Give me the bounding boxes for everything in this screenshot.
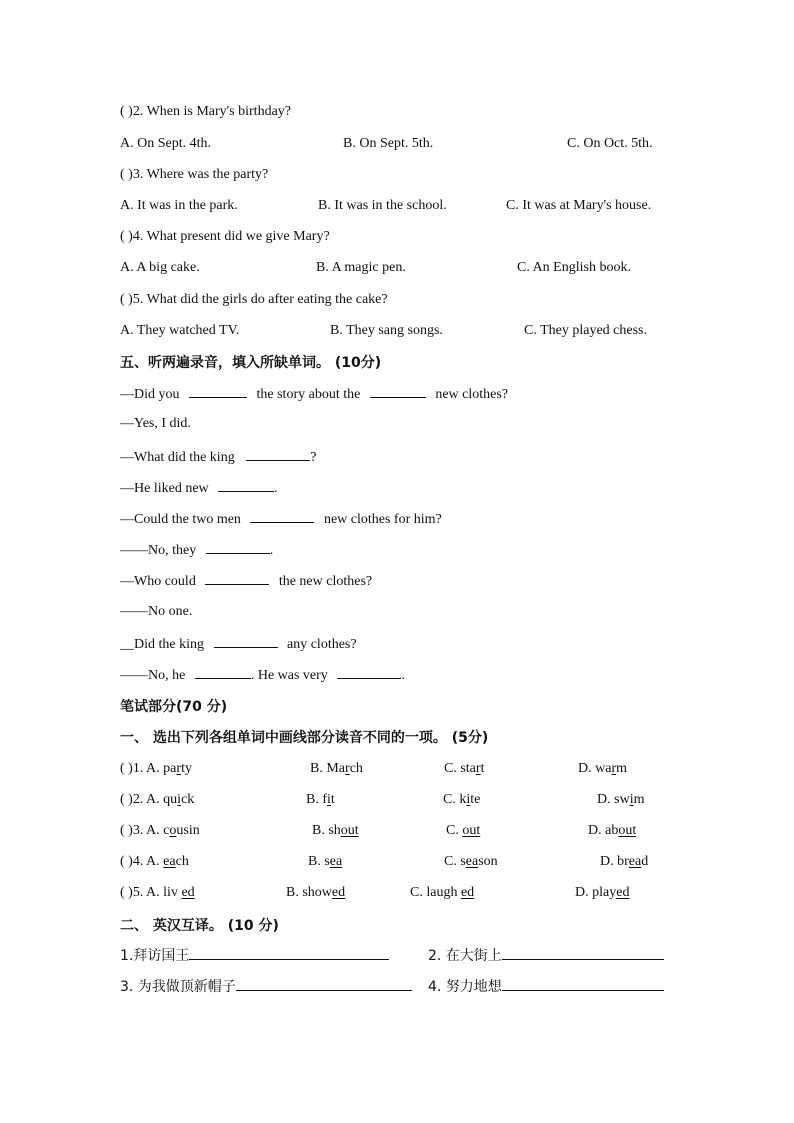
dialogue-text: —Yes, I did.: [120, 416, 191, 431]
translate-prompt: 2. 在大街上: [428, 948, 502, 964]
phonics-row: [120, 853, 189, 871]
dialogue-line: [120, 447, 316, 467]
underlined-part: ed: [460, 885, 475, 900]
answer-blank[interactable]: [502, 977, 664, 991]
underlined-part: ea: [329, 854, 343, 869]
fill-blank[interactable]: [214, 634, 278, 648]
option-5c: C. They played chess.: [524, 323, 647, 338]
underlined-part: ea: [628, 854, 642, 869]
dialogue-text: —He liked new: [120, 481, 209, 496]
fill-blank[interactable]: [189, 384, 247, 398]
option-4c: C. An English book.: [517, 260, 631, 275]
word-d: D. swim: [597, 792, 645, 807]
dialogue-line: [120, 478, 278, 498]
underlined-part: out: [618, 823, 637, 838]
dialogue-text: ?: [310, 450, 317, 465]
fill-blank[interactable]: [205, 571, 269, 585]
underlined-part: o: [169, 823, 177, 838]
phonics-number: ( )4. A.: [120, 854, 164, 869]
option-5b: B. They sang songs.: [330, 323, 443, 338]
translate-item-3: [120, 977, 412, 996]
underlined-part: ed: [616, 885, 630, 900]
translate-item-2: [428, 946, 664, 965]
word-b: B. fit: [306, 792, 335, 807]
word-c: C. out: [446, 823, 481, 838]
underlined-part: out: [340, 823, 359, 838]
option-3b: B. It was in the school.: [318, 198, 447, 213]
word-b: B. showed: [286, 885, 346, 900]
option-4a: A. A big cake.: [120, 260, 200, 275]
underlined-part: i: [327, 792, 331, 807]
dialogue-line: [120, 603, 192, 621]
dialogue-text: .: [274, 481, 278, 496]
phonics-row: [120, 884, 195, 902]
answer-blank[interactable]: [502, 946, 664, 960]
dialogue-text: __Did the king: [120, 637, 204, 652]
underlined-part: r: [345, 761, 350, 776]
fill-blank[interactable]: [218, 478, 274, 492]
underlined-part: ea: [465, 854, 479, 869]
dialogue-text: new clothes?: [435, 387, 509, 402]
dialogue-text: the new clothes?: [278, 574, 373, 589]
question-5: ( )5. What did the girls do after eating the cake?: [120, 292, 388, 307]
word-d: D. warm: [578, 761, 628, 776]
dialogue-line: [120, 384, 508, 404]
word-c: C. laugh ed: [410, 885, 475, 900]
dialogue-text: ——No one.: [120, 604, 193, 619]
phonics-number: ( )2. A.: [120, 792, 164, 807]
word-c: C. start: [444, 761, 485, 776]
phonics-number: ( )1. A.: [120, 761, 164, 776]
word-b: B. March: [310, 761, 363, 776]
section2-title: 二、 英汉互译。 (10 分): [120, 918, 279, 934]
fill-blank[interactable]: [337, 665, 401, 679]
dialogue-text: . He was very: [250, 668, 328, 683]
translate-prompt: 1.拜访国王: [120, 948, 190, 964]
option-2b: B. On Sept. 5th.: [343, 136, 434, 151]
dialogue-text: ——No, they: [120, 543, 197, 558]
dialogue-line: [120, 509, 442, 529]
fill-blank[interactable]: [195, 665, 251, 679]
answer-blank[interactable]: [189, 946, 389, 960]
underlined-part: ea: [163, 854, 176, 869]
question-4: ( )4. What present did we give Mary?: [120, 229, 330, 244]
option-5a: A. They watched TV.: [120, 323, 240, 338]
question-2: ( )2. When is Mary's birthday?: [120, 104, 292, 119]
word-c: C. kite: [443, 792, 481, 807]
fill-blank[interactable]: [246, 447, 310, 461]
section1-title: 一、 选出下列各组单词中画线部分读音不同的一项。 (5分): [120, 730, 489, 746]
underlined-part: ed: [331, 885, 346, 900]
dialogue-text: —Who could: [120, 574, 196, 589]
phonics-row: [120, 760, 192, 778]
translate-item-1: [120, 946, 389, 965]
word-a: each: [163, 854, 189, 869]
word-b: B. shout: [312, 823, 359, 838]
question-3: ( )3. Where was the party?: [120, 167, 269, 182]
phonics-number: ( )5. A.: [120, 885, 164, 900]
underlined-part: ed: [181, 885, 195, 900]
option-2c: C. On Oct. 5th.: [567, 136, 653, 151]
phonics-row: [120, 791, 194, 809]
word-a: liv ed: [163, 885, 195, 900]
dialogue-text: .: [401, 668, 405, 683]
translate-prompt: 4. 努力地想: [428, 979, 502, 995]
fill-blank[interactable]: [250, 509, 314, 523]
dialogue-line: [120, 634, 357, 654]
option-2a: A. On Sept. 4th.: [120, 136, 211, 151]
dialogue-text: ——No, he: [120, 668, 186, 683]
underlined-part: i: [177, 792, 182, 807]
dialogue-line: [120, 540, 273, 560]
underlined-part: out: [462, 823, 481, 838]
underlined-part: r: [176, 761, 182, 776]
dialogue-text: —Could the two men: [120, 512, 241, 527]
translate-prompt: 3. 为我做顶新帽子: [120, 979, 236, 995]
underlined-part: i: [466, 792, 471, 807]
underlined-part: i: [629, 792, 634, 807]
written-part-title: 笔试部分(70 分): [120, 699, 228, 715]
dialogue-text: new clothes for him?: [323, 512, 442, 527]
option-3a: A. It was in the park.: [120, 198, 238, 213]
translate-item-4: [428, 977, 664, 996]
word-a: party: [163, 761, 192, 776]
fill-blank[interactable]: [206, 540, 270, 554]
dialogue-text: —What did the king: [120, 450, 235, 465]
dialogue-line: [120, 415, 191, 433]
option-4b: B. A magic pen.: [316, 260, 406, 275]
word-a: cousin: [163, 823, 200, 838]
word-a: quick: [163, 792, 195, 807]
word-d: D. about: [588, 823, 637, 838]
word-d: D. bread: [600, 854, 649, 869]
word-c: C. season: [444, 854, 498, 869]
dialogue-text: any clothes?: [287, 637, 357, 652]
dialogue-line: [120, 571, 372, 591]
fill-blank[interactable]: [370, 384, 426, 398]
underlined-part: r: [475, 761, 481, 776]
word-d: D. played: [575, 885, 630, 900]
word-b: B. sea: [308, 854, 343, 869]
phonics-number: ( )3. A.: [120, 823, 164, 838]
dialogue-line: [120, 665, 405, 685]
dialogue-text: .: [269, 543, 274, 558]
underlined-part: r: [611, 761, 617, 776]
section5-title: 五、听两遍录音，填入所缺单词。 (10分): [120, 355, 382, 371]
option-3c: C. It was at Mary's house.: [506, 198, 652, 213]
dialogue-text: —Did you: [120, 387, 180, 402]
answer-blank[interactable]: [236, 977, 412, 991]
phonics-row: [120, 822, 200, 840]
dialogue-text: the story about the: [256, 387, 361, 402]
